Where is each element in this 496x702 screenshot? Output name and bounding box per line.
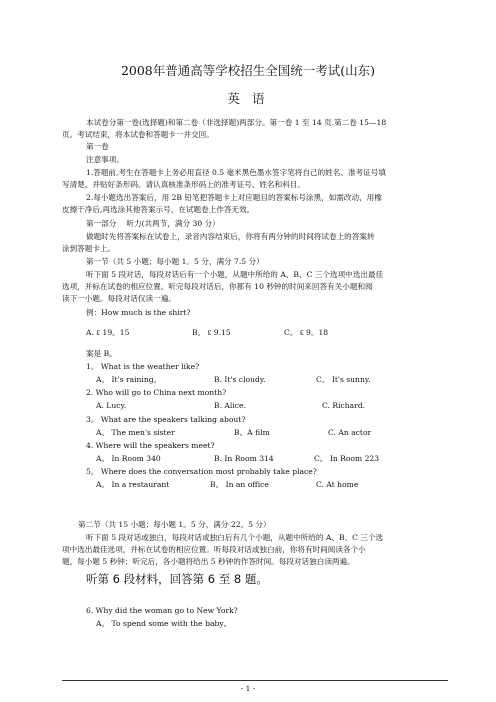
notes-title: 注意事项。 [86,155,124,164]
question-1-option-b: B. It's cloudy. [214,375,266,384]
question-5: 5。 Where does the conversation most probably take place? [86,467,317,476]
note-1-line-1: 1.答题前,考生在答题卡上务必用直径 0.5 毫米黑色墨水签字笔将自己的姓名、准考证号填 [86,168,386,177]
section-1-heading: 第一节（共 5 小题；每小题 1。5 分，满分 7.5 分） [86,257,264,266]
subject-title: 英 语 [227,91,269,106]
question-1-option-c: C。 It's sunny. [316,375,371,384]
footer-rule [62,680,448,681]
example-question: 例：How much is the shirt? [86,308,191,317]
volume-1-heading: 第一卷 [86,142,109,151]
example-option-a: A. ₤ 19。15 [86,328,130,337]
example-option-c: C。 ₤ 9。18 [284,328,329,337]
part-1-heading: 第一部分 听力(共两节，满分 30 分） [86,219,220,228]
question-6-option-a: A。 To spend some with the baby。 [96,619,232,628]
section-2-desc-1: 听下面 5 段对话或独白，每段对话或独白后有几个小题，从题中所给的 A、B、C 三个选 [86,533,384,542]
intro-line-2: 页。考试结束，将本试卷和答题卡一并交回。 [62,130,214,139]
section-1-desc-1: 听下面 5 段对话，每段对话后有一个小题，从题中所给的 A、B、C 三个选项中选出最佳 [86,270,384,279]
note-2-line-1: 2.每小题选出答案后，用 2B 铅笔把答题卡上对应题目的答案标号涂黑，如需改动，用橡 [86,193,382,202]
question-2-option-c: C. Richard. [322,401,366,410]
intro-line-1: 本试卷分第一卷(选择题)和第二卷（非选择题)两部分。第一卷 1 至 14 页.第二卷 15—18 [86,118,387,127]
question-3: 3。 What are the speakers talking about? [86,415,246,424]
section-1-desc-3: 读下一小题。每段对话仅读一遍。 [62,294,176,303]
section-2-desc-3: 题，每小题 5 秒钟；听完后，各小题将给出 5 秒钟的作答时间。每段对话独白读两遍。 [62,557,355,566]
part-1-desc-2: 涂到答题卡上。 [62,244,116,253]
question-2-option-a: A. Lucy. [96,401,127,410]
question-2: 2. Who will go to China next month? [86,388,227,397]
document-title: 2008年普通高等学校招生全国统一考试(山东) [120,63,376,78]
example-option-b: B。 ₤ 9.15 [192,328,231,337]
note-2-line-2: 皮擦干净后,再选涂其他答案示号，在试题卷上作答无效。 [62,205,255,214]
note-1-line-2: 写清楚，并贴好条形码。请认真核准条形码上的准考证号、姓名和科目。 [62,180,305,189]
question-3-option-b: B。A film [234,428,270,437]
question-3-option-c: C. An actor [328,428,372,437]
section-1-desc-2: 选项，并标在试卷的相应位置。听完每段对话后，你都有 10 秒钟的时间来回答有关小题和阅 [62,282,373,291]
question-3-option-a: A。 The men's sister [96,428,175,437]
question-5-option-a: A。 In a restaurant [96,480,170,489]
question-4-option-c: C。 In Room 223 [314,454,380,463]
section-2-heading: 第二节（共 15 小题；每小题 1。5 分，满分 22。5 分） [78,520,271,529]
question-1: 1。 What is the weather like? [86,362,200,371]
page-number: - 1 - [240,684,256,693]
section-2-desc-2: 项中选出最佳选项，并标在试卷的相应位置。听每段对话或独白前，你将有时间阅读各个小 [62,545,366,554]
example-answer: 案是 B。 [86,349,117,358]
question-4-option-b: B. In Room 314 [214,454,274,463]
question-1-option-a: A。 It's raining。 [96,375,162,384]
question-5-option-c: C. At home [316,480,359,489]
part-1-desc-1: 做题时先将答案标在试卷上，录音内容结束后，你将有两分钟的时间将试卷上的答案转 [86,232,375,241]
question-4: 4. Where will the speakers meet? [86,441,215,450]
question-6: 6. Why did the woman go to New York? [86,606,238,615]
question-5-option-b: B。 In an office [210,480,269,489]
question-2-option-b: B. Alice. [214,401,246,410]
question-4-option-a: A。 In Room 340 [96,454,161,463]
listening-prompt: 听第 6 段材料，回答第 6 至 8 题。 [86,572,268,586]
